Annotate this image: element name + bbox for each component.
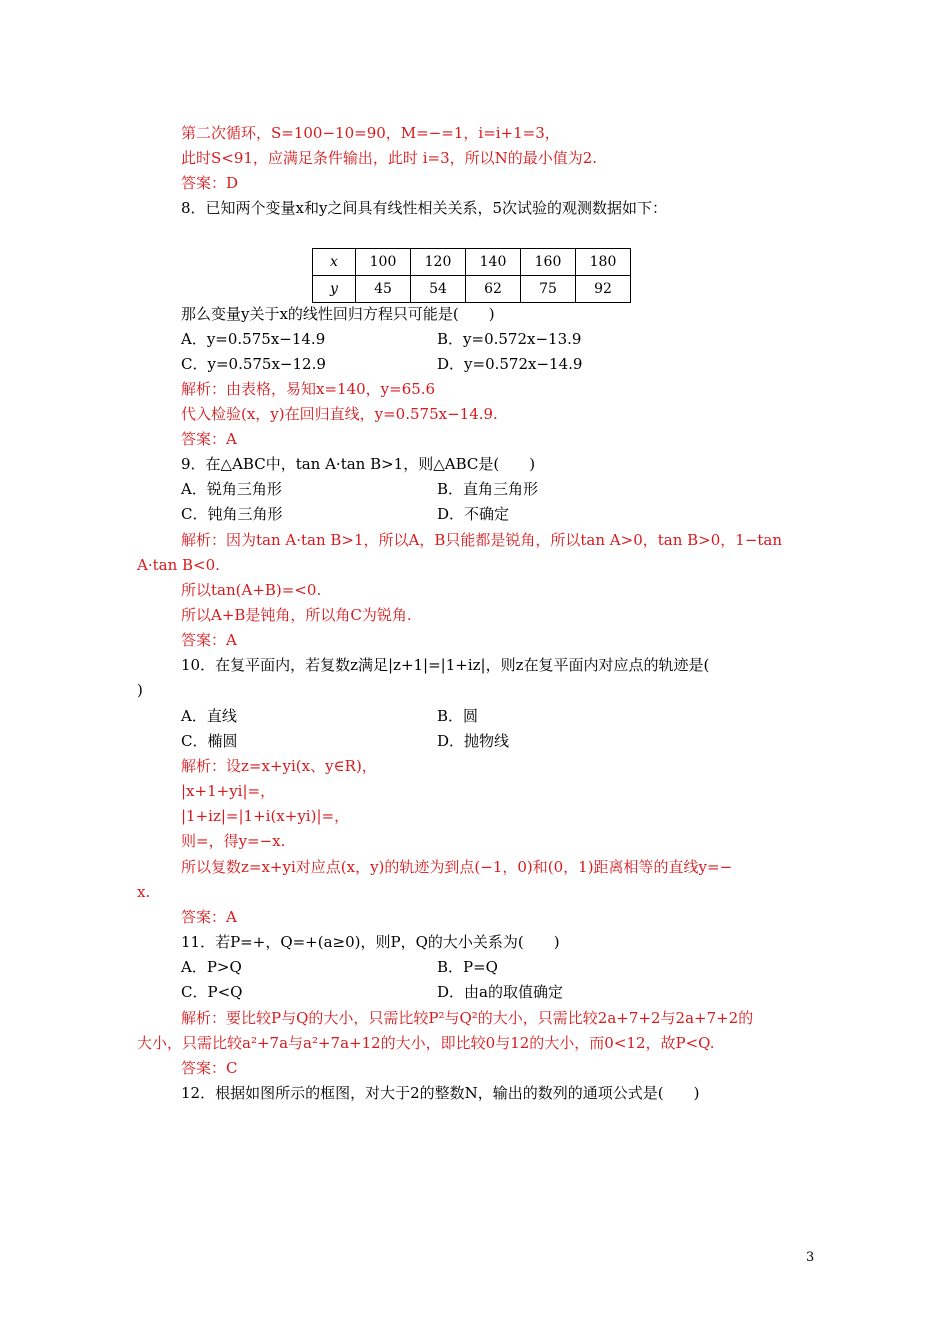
- solution-line: 解析：要比较P与Q的大小，只需比较P²与Q²的大小，只需比较2a+7+2与2a+7+2的: [181, 1009, 754, 1027]
- option-b: B．P=Q: [437, 958, 498, 976]
- solution-line: 所以tan(A+B)=<0.: [181, 581, 322, 599]
- solution-line: 解析：由表格，易知x=140，y=65.6: [181, 380, 436, 398]
- option-b: B．圆: [437, 707, 479, 725]
- table-header-y: y: [313, 276, 356, 303]
- option-b: B．y=0.572x−13.9: [437, 330, 582, 348]
- page-number: 3: [806, 1250, 815, 1265]
- table-cell: 120: [411, 249, 466, 276]
- option-d: D．抛物线: [437, 732, 510, 750]
- option-b: B．直角三角形: [437, 480, 539, 498]
- solution-line: A·tan B<0.: [137, 556, 220, 574]
- option-d: D．不确定: [437, 505, 510, 523]
- option-d: D．由a的取值确定: [437, 983, 563, 1001]
- answer-line: 答案：D: [181, 174, 239, 192]
- table-cell: 62: [466, 276, 521, 303]
- option-a: A．P>Q: [181, 958, 242, 976]
- solution-line: 解析：设z=x+yi(x、y∈R)，: [181, 757, 377, 775]
- option-c: C．P<Q: [181, 983, 243, 1001]
- option-a: A．锐角三角形: [181, 480, 282, 498]
- solution-line: x.: [137, 883, 151, 901]
- observation-table: [312, 248, 631, 303]
- solution-line: 此时S<91，应满足条件输出，此时 i=3，所以N的最小值为2.: [181, 149, 598, 167]
- table-cell: 54: [411, 276, 466, 303]
- question-10: 10．在复平面内，若复数z满足|z+1|=|1+iz|，则z在复平面内对应点的轨迹是(: [181, 656, 710, 674]
- table-cell: 75: [521, 276, 576, 303]
- table-cell: 180: [576, 249, 631, 276]
- solution-line: |1+iz|=|1+i(x+yi)|=，: [181, 807, 350, 825]
- solution-line: 大小，只需比较a²+7a与a²+7a+12的大小，即比较0与12的大小，而0<12，故P<Q.: [137, 1034, 715, 1052]
- option-c: C．钝角三角形: [181, 505, 283, 523]
- solution-line: 代入检验(x，y)在回归直线，y=0.575x−14.9.: [181, 405, 498, 423]
- table-cell: 100: [356, 249, 411, 276]
- answer-line: 答案：A: [181, 908, 237, 926]
- solution-line: 第二次循环，S=100−10=90，M=−=1，i=i+1=3，: [181, 124, 560, 142]
- question-8: 8．已知两个变量x和y之间具有线性相关关系，5次试验的观测数据如下：: [181, 199, 668, 217]
- answer-line: 答案：C: [181, 1059, 238, 1077]
- solution-line: 解析：因为tan A·tan B>1，所以A，B只能都是锐角，所以tan A>0，tan B>0，1−tan: [181, 531, 783, 549]
- table-cell: 92: [576, 276, 631, 303]
- question-9: 9．在△ABC中，tan A·tan B>1，则△ABC是( ): [181, 455, 536, 473]
- option-a: A．y=0.575x−14.9: [181, 330, 326, 348]
- question-12: 12．根据如图所示的框图，对大于2的整数N，输出的数列的通项公式是( ): [181, 1084, 700, 1102]
- table-cell: 45: [356, 276, 411, 303]
- option-d: D．y=0.572x−14.9: [437, 355, 583, 373]
- table-row: [313, 249, 631, 276]
- table-cell: 160: [521, 249, 576, 276]
- question-11: 11．若P=+，Q=+(a≥0)，则P，Q的大小关系为( ): [181, 933, 560, 951]
- option-c: C．椭圆: [181, 732, 238, 750]
- table-header-x: x: [313, 249, 356, 276]
- solution-line: 所以复数z=x+yi对应点(x，y)的轨迹为到点(−1，0)和(0，1)距离相等的直线y=−: [181, 858, 733, 876]
- solution-line: 所以A+B是钝角，所以角C为锐角.: [181, 606, 412, 624]
- answer-line: 答案：A: [181, 430, 237, 448]
- table-cell: 140: [466, 249, 521, 276]
- question-10-bracket: ): [137, 681, 143, 699]
- solution-line: |x+1+yi|=，: [181, 782, 276, 800]
- solution-line: 则=，得y=−x.: [181, 832, 286, 850]
- question-8-prompt: 那么变量y关于x的线性回归方程只可能是( ): [181, 305, 495, 323]
- answer-line: 答案：A: [181, 631, 237, 649]
- option-c: C．y=0.575x−12.9: [181, 355, 326, 373]
- table-row: [313, 276, 631, 303]
- option-a: A．直线: [181, 707, 237, 725]
